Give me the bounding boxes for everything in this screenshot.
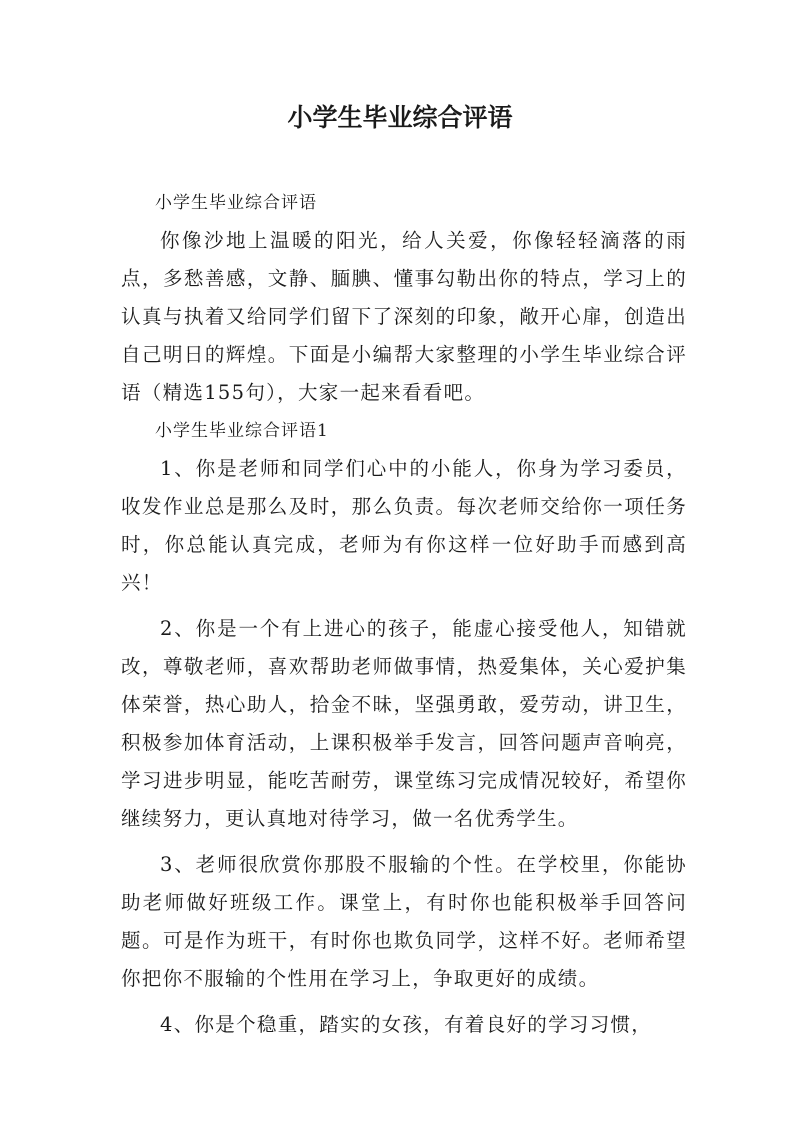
intro-paragraph: 你像沙地上温暖的阳光，给人关爱，你像轻轻滴落的雨点，多愁善感，文静、腼腆、懂事勾勒出你的特点，学习上的认真与执着又给同学们留下了深刻的印象，敞开心扉，创造出自己明日的辉煌。下面是小编帮大家整理的小学生毕业综合评语（精选155句），大家一起来看看吧。 <box>121 229 687 404</box>
comment-paragraph-2: 2、你是一个有上进心的孩子，能虚心接受他人，知错就改，尊敬老师，喜欢帮助老师做事情，热爱集体，关心爱护集体荣誉，热心助人，拾金不昧，坚强勇敢，爱劳动，讲卫生，积极参加体育活动，上课积极举手发言，回答问题声音响亮，学习进步明显，能吃苦耐劳，课堂练习完成情况较好，希望你继续努力，更认真地对待学习，做一名优秀学生。 <box>121 617 687 830</box>
document-title: 小学生毕业综合评语 <box>287 103 513 132</box>
document-subtitle: 小学生毕业综合评语 <box>155 193 317 213</box>
comment-paragraph-1: 1、你是老师和同学们心中的小能人，你身为学习委员，收发作业总是那么及时，那么负责。每次老师交给你一项任务时，你总能认真完成，老师为有你这样一位好助手而感到高兴！ <box>121 457 687 594</box>
document-body <box>121 184 687 1044</box>
comment-paragraph-3: 3、老师很欣赏你那股不服输的个性。在学校里，你能协助老师做好班级工作。课堂上，有时你也能积极举手回答问题。可是作为班干，有时你也欺负同学，这样不好。老师希望你把你不服输的个性用在学习上，争取更好的成绩。 <box>121 853 687 990</box>
section-heading: 小学生毕业综合评语1 <box>155 421 329 441</box>
comment-paragraph-4: 4、你是个稳重，踏实的女孩，有着良好的学习习惯， <box>160 1013 653 1036</box>
